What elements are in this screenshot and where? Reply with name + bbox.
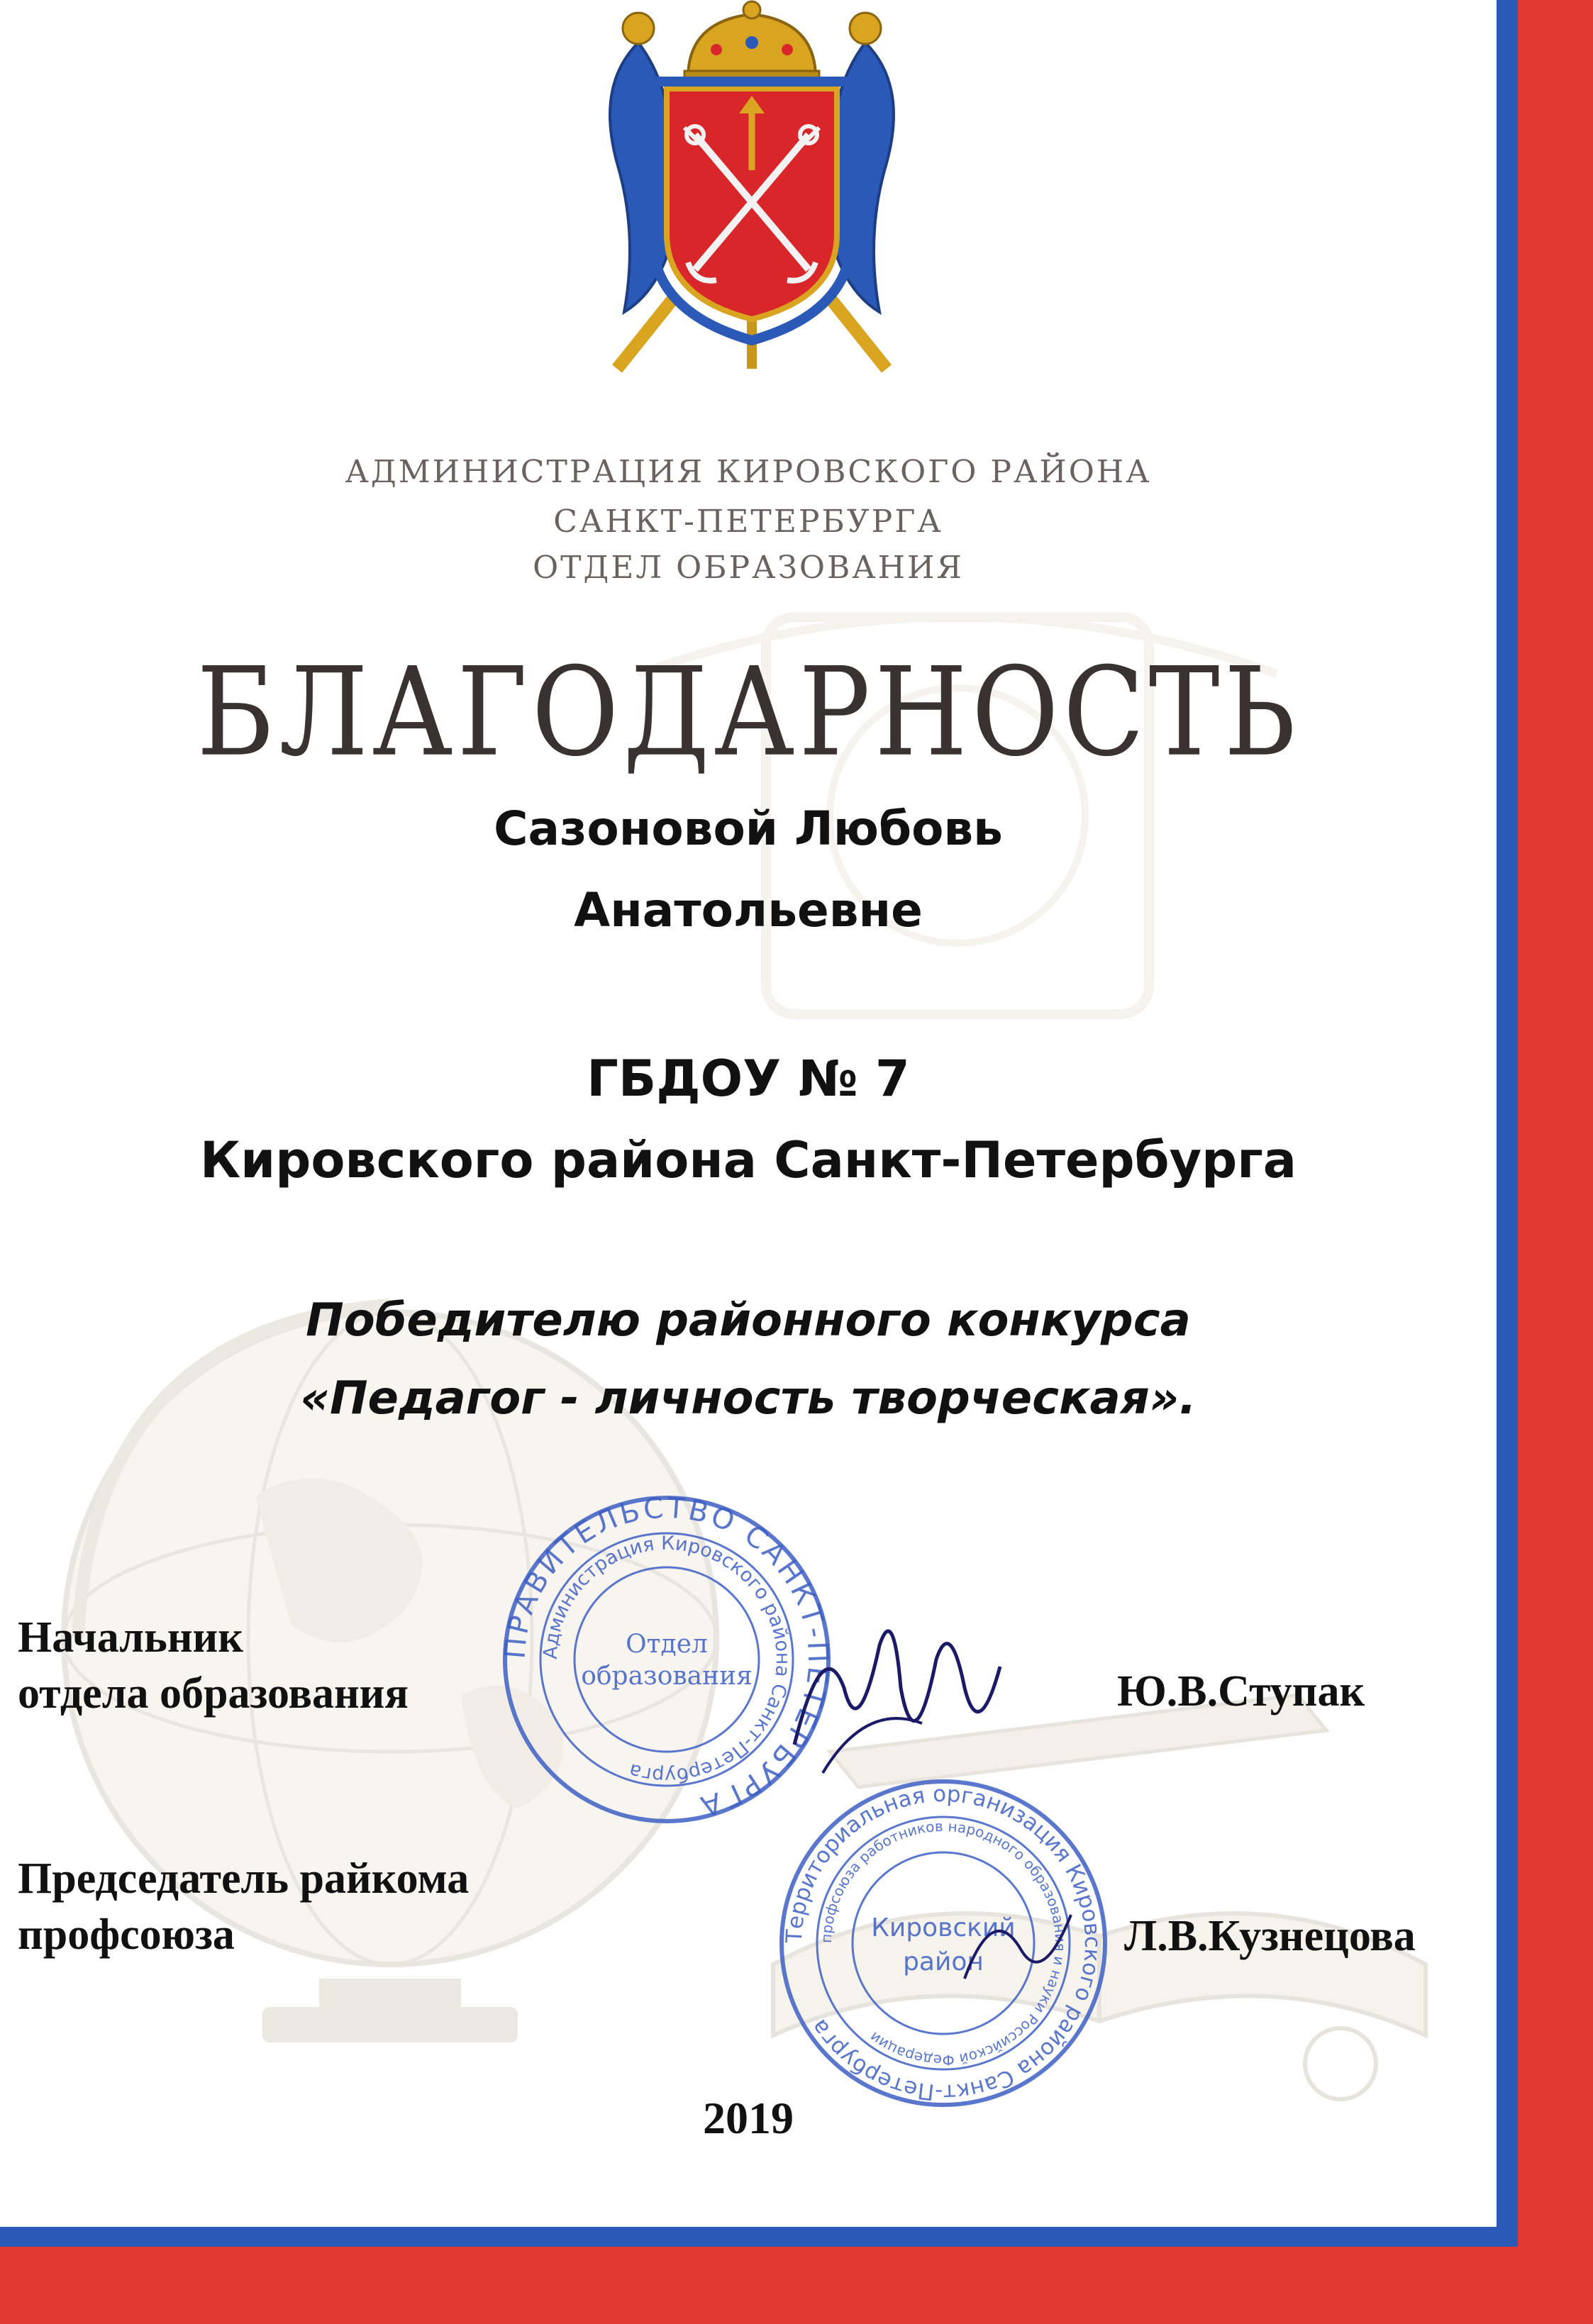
coat-of-arms-icon <box>553 0 950 397</box>
header-line-2: САНКТ-ПЕТЕРБУРГА <box>553 504 943 540</box>
frame-blue-bottom <box>0 2227 1518 2247</box>
header-line-1: АДМИНИСТРАЦИЯ КИРОВСКОГО РАЙОНА <box>345 454 1152 490</box>
stamp-1-center-line-2: образования <box>581 1662 753 1691</box>
award-line-2: «Педагог - личность творческая». <box>300 1372 1197 1425</box>
award-line-1: Победителю районного конкурса <box>306 1294 1191 1347</box>
recipient-name-line-1: Сазоновой Любовь <box>494 801 1003 856</box>
header-line-3: ОТДЕЛ ОБРАЗОВАНИЯ <box>533 550 964 586</box>
document-title: БЛАГОДАРНОСТЬ <box>196 642 1300 784</box>
stamp-1-inner-text: Администрация Кировского района Санкт-Петербурга <box>539 1532 794 1787</box>
signatory-2-position-line-1: Председатель райкома <box>18 1855 470 1903</box>
stamp-1-center-line-1: Отдел <box>626 1630 708 1659</box>
recipient-name-line-2: Анатольевне <box>574 883 923 938</box>
stamp-2-center-line-1: Кировский <box>871 1913 1016 1942</box>
signatory-1-position <box>18 1610 409 1723</box>
frame-red-right <box>1518 0 1593 2324</box>
signatory-2-position-line-2: профсоюза <box>18 1911 235 1959</box>
signature-2-icon <box>950 1872 1092 2000</box>
signatory-2-position <box>18 1851 469 1964</box>
stamp-2-center-line-2: район <box>903 1947 984 1976</box>
frame-red-bottom <box>0 2247 1593 2324</box>
organization-line-1: ГБДОУ № 7 <box>587 1050 910 1108</box>
signatory-1-position-line-2: отдела образования <box>18 1669 409 1718</box>
signatory-2-name: Л.В.Кузнецова <box>1124 1912 1416 1960</box>
year: 2019 <box>703 2093 794 2143</box>
signatory-1-position-line-1: Начальник <box>18 1613 243 1662</box>
signature-1-icon <box>780 1603 1007 1787</box>
stamp-2-inner-text: профсоюза работников народного образования и науки Российской Федерации <box>817 1817 1070 2069</box>
signatory-1-name: Ю.В.Ступак <box>1117 1667 1365 1716</box>
stamp-1-outer-text: ПРАВИТЕЛЬСТВО САНКТ-ПЕТЕРБУРГА <box>499 1491 835 1823</box>
frame-blue-right <box>1497 0 1518 2247</box>
stamp-2-outer-text: Территориальная организация Кировского района Санкт-Петербурга <box>781 1781 1106 2106</box>
organization-line-2: Кировского района Санкт-Петербурга <box>199 1131 1297 1189</box>
